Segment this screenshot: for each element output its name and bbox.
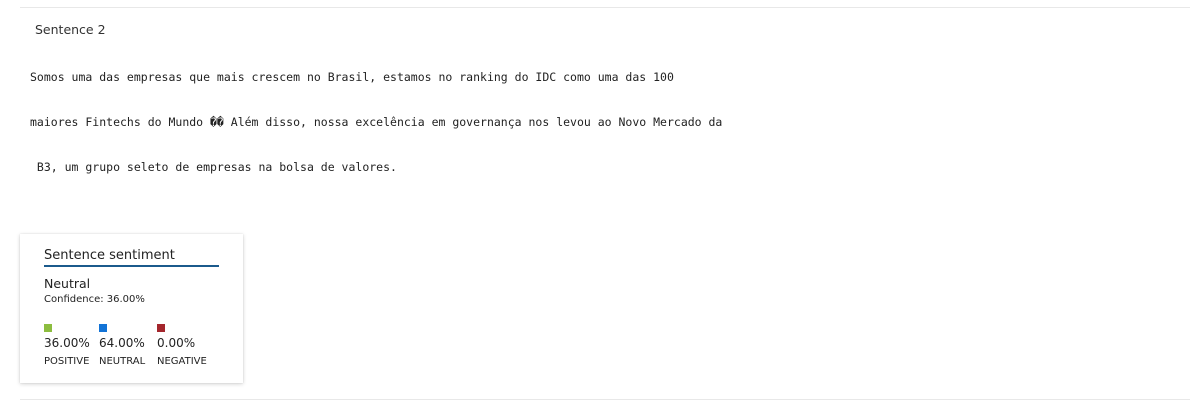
positive-value: 36.00%	[44, 336, 90, 350]
sentiment-label: Neutral	[44, 276, 91, 291]
sentence-sentiment-card	[20, 234, 243, 383]
neutral-value: 64.00%	[99, 336, 145, 350]
neutral-score	[99, 324, 145, 367]
confidence-score: Confidence: 36.00%	[44, 294, 145, 305]
top-divider	[20, 7, 1190, 8]
sentence-text-line: Somos uma das empresas que mais crescem no Brasil, estamos no ranking do IDC como uma das 100	[30, 70, 674, 84]
negative-swatch	[157, 324, 165, 332]
neutral-label: NEUTRAL	[99, 356, 146, 367]
bottom-divider	[20, 399, 1190, 400]
negative-score	[157, 324, 207, 367]
sentence-text-line: B3, um grupo seleto de empresas na bolsa de valores.	[30, 160, 397, 174]
positive-swatch	[44, 324, 52, 332]
positive-label: POSITIVE	[44, 356, 90, 367]
negative-label: NEGATIVE	[157, 356, 207, 367]
card-title: Sentence sentiment	[44, 248, 219, 267]
negative-value: 0.00%	[157, 336, 196, 350]
sentence-text-line: maiores Fintechs do Mundo �� Além disso, nossa excelência em governança nos levou ao Novo Mercado da	[30, 115, 723, 129]
positive-score	[44, 324, 90, 367]
sentence-heading: Sentence 2	[35, 22, 106, 37]
neutral-swatch	[99, 324, 107, 332]
